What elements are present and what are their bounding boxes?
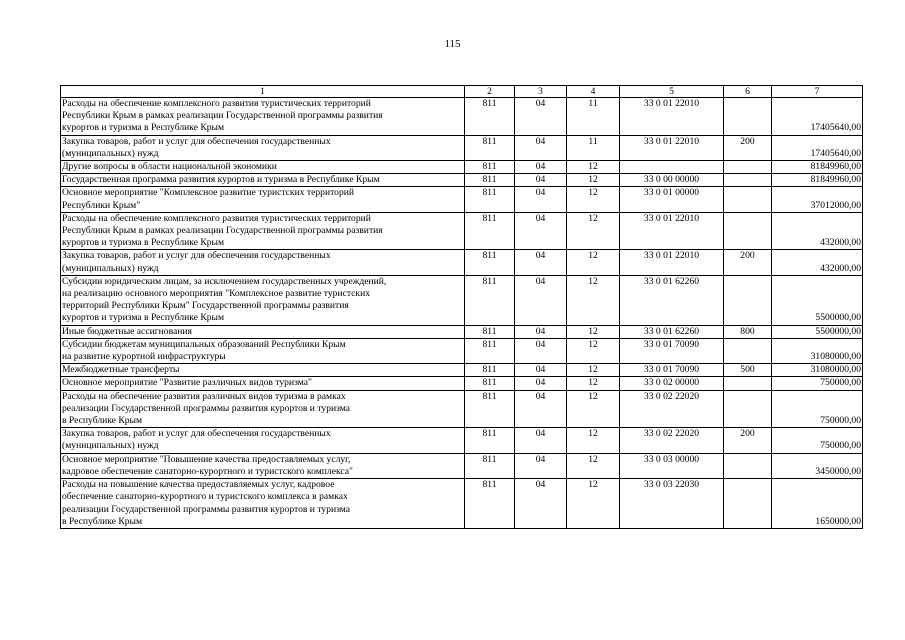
table-row (61, 174, 863, 187)
expense-type-cell: 200 (724, 250, 772, 275)
expense-name-cell (61, 250, 465, 275)
expense-type-cell (724, 377, 772, 390)
expense-name-cell (61, 275, 465, 325)
table-row (61, 390, 863, 428)
subsection-code-cell: 12 (567, 453, 620, 478)
column-header: 3 (515, 86, 567, 98)
expense-name-line: Субсидии бюджетам муниципальных образований Республики Крым (62, 338, 346, 350)
column-header: 4 (567, 86, 620, 98)
ministry-code-cell: 811 (465, 390, 515, 428)
table-row (61, 275, 863, 325)
table-row (61, 135, 863, 160)
expense-name-cell (61, 428, 465, 453)
expense-name-line: Основное мероприятие "Комплексное развитие туристских территорий (62, 187, 355, 199)
subsection-code-cell: 12 (567, 377, 620, 390)
ministry-code-cell: 811 (465, 135, 515, 160)
expense-type-cell (724, 390, 772, 428)
expense-name-line: Субсидии юридическим лицам, за исключением государственных учреждений, (62, 275, 387, 287)
expense-name-line: Иные бюджетные ассигнования (62, 325, 192, 337)
subsection-code-cell: 11 (567, 135, 620, 160)
expense-name-line: Другие вопросы в области национальной экономики (62, 161, 277, 173)
expense-type-cell (724, 161, 772, 174)
section-code-cell: 04 (515, 390, 567, 428)
expense-name-cell (61, 325, 465, 338)
subsection-code-cell: 12 (567, 325, 620, 338)
table-row (61, 428, 863, 453)
amount-cell: 81849960,00 (772, 161, 863, 174)
expense-name-cell (61, 364, 465, 377)
expense-type-cell (724, 98, 772, 136)
ministry-code-cell: 811 (465, 338, 515, 363)
expense-name-line: (муниципальных) нужд (62, 262, 159, 274)
amount-cell: 31080000,00 (772, 364, 863, 377)
table-row (61, 479, 863, 529)
expense-type-cell: 800 (724, 325, 772, 338)
table-row (61, 453, 863, 478)
column-header: 7 (772, 86, 863, 98)
expense-name-line: на развитие курортной инфраструктуры (62, 351, 226, 363)
section-code-cell: 04 (515, 98, 567, 136)
section-code-cell: 04 (515, 135, 567, 160)
table-row (61, 325, 863, 338)
section-code-cell: 04 (515, 338, 567, 363)
target-article-cell: 33 0 03 22030 (620, 479, 724, 529)
expense-name-line: в Республике Крым (62, 515, 143, 527)
expense-name-cell (61, 479, 465, 529)
expense-name-line: Закупка товаров, работ и услуг для обеспечения государственных (62, 250, 331, 262)
amount-cell: 1650000,00 (772, 479, 863, 529)
section-code-cell: 04 (515, 161, 567, 174)
expense-name-cell (61, 135, 465, 160)
expense-name-line: кадровое обеспечение санаторно-курортного и туристского комплекса" (62, 465, 353, 477)
amount-cell: 37012000,00 (772, 187, 863, 212)
expense-name-cell (61, 174, 465, 187)
expense-type-cell: 200 (724, 428, 772, 453)
expense-name-line: Расходы на обеспечение комплексного развития туристических территорий (62, 212, 371, 224)
target-article-cell (620, 161, 724, 174)
expense-name-line: Республики Крым в рамках реализации Государственной программы развития (62, 110, 383, 122)
expense-name-line: на реализацию основного мероприятия "Комплексное развитие туристских (62, 288, 371, 300)
target-article-cell: 33 0 02 22020 (620, 428, 724, 453)
ministry-code-cell: 811 (465, 212, 515, 250)
target-article-cell: 33 0 01 70090 (620, 338, 724, 363)
expense-name-line: Основное мероприятие "Повышение качества предоставляемых услуг, (62, 453, 351, 465)
ministry-code-cell: 811 (465, 174, 515, 187)
expense-name-cell (61, 161, 465, 174)
column-header: 2 (465, 86, 515, 98)
section-code-cell: 04 (515, 174, 567, 187)
amount-cell: 750000,00 (772, 377, 863, 390)
target-article-cell: 33 0 02 00000 (620, 377, 724, 390)
table-row (61, 161, 863, 174)
amount-cell: 750000,00 (772, 428, 863, 453)
ministry-code-cell: 811 (465, 250, 515, 275)
amount-cell: 3450000,00 (772, 453, 863, 478)
expense-name-line: (муниципальных) нужд (62, 440, 159, 452)
expense-name-cell (61, 377, 465, 390)
expense-name-line: Расходы на обеспечение развития различных видов туризма в рамках (62, 390, 346, 402)
target-article-cell: 33 0 03 00000 (620, 453, 724, 478)
subsection-code-cell: 11 (567, 98, 620, 136)
expense-type-cell (724, 453, 772, 478)
expense-type-cell (724, 212, 772, 250)
ministry-code-cell: 811 (465, 275, 515, 325)
section-code-cell: 04 (515, 377, 567, 390)
section-code-cell: 04 (515, 275, 567, 325)
budget-table (60, 85, 863, 529)
expense-name-line: курортов и туризма в Республике Крым (62, 122, 225, 134)
expense-name-line: Основное мероприятие "Развитие различных видов туризма" (62, 377, 312, 389)
ministry-code-cell: 811 (465, 98, 515, 136)
amount-cell: 17405640,00 (772, 135, 863, 160)
expense-type-cell (724, 479, 772, 529)
ministry-code-cell: 811 (465, 377, 515, 390)
ministry-code-cell: 811 (465, 325, 515, 338)
header-row (61, 86, 863, 98)
ministry-code-cell: 811 (465, 187, 515, 212)
amount-cell: 750000,00 (772, 390, 863, 428)
ministry-code-cell: 811 (465, 479, 515, 529)
ministry-code-cell: 811 (465, 364, 515, 377)
expense-name-cell (61, 453, 465, 478)
expense-name-line: Государственная программа развития курортов и туризма в Республике Крым (62, 174, 380, 186)
amount-cell: 432000,00 (772, 212, 863, 250)
expense-name-line: Закупка товаров, работ и услуг для обеспечения государственных (62, 135, 331, 147)
subsection-code-cell: 12 (567, 428, 620, 453)
table-row (61, 98, 863, 136)
expense-name-cell (61, 98, 465, 136)
subsection-code-cell: 12 (567, 187, 620, 212)
target-article-cell: 33 0 02 22020 (620, 390, 724, 428)
ministry-code-cell: 811 (465, 428, 515, 453)
section-code-cell: 04 (515, 212, 567, 250)
amount-cell: 17405640,00 (772, 98, 863, 136)
subsection-code-cell: 12 (567, 364, 620, 377)
target-article-cell: 33 0 00 00000 (620, 174, 724, 187)
table-row (61, 187, 863, 212)
expense-name-line: Расходы на обеспечение комплексного развития туристических территорий (62, 98, 371, 109)
column-header: 5 (620, 86, 724, 98)
expense-name-line: в Республике Крым (62, 415, 143, 427)
target-article-cell: 33 0 01 22010 (620, 98, 724, 136)
expense-name-line: курортов и туризма в Республике Крым (62, 312, 225, 324)
amount-cell: 31080000,00 (772, 338, 863, 363)
table-row (61, 338, 863, 363)
amount-cell: 81849960,00 (772, 174, 863, 187)
target-article-cell: 33 0 01 70090 (620, 364, 724, 377)
column-header: 1 (61, 86, 465, 98)
amount-cell: 5500000,00 (772, 325, 863, 338)
expense-name-line: реализации Государственной программы развития курортов и туризма (62, 503, 351, 515)
table-row (61, 377, 863, 390)
expense-type-cell (724, 174, 772, 187)
section-code-cell: 04 (515, 453, 567, 478)
expense-name-line: реализации Государственной программы развития курортов и туризма (62, 402, 351, 414)
amount-cell: 432000,00 (772, 250, 863, 275)
section-code-cell: 04 (515, 364, 567, 377)
section-code-cell: 04 (515, 250, 567, 275)
expense-name-cell (61, 390, 465, 428)
expense-name-line: Республики Крым" (62, 199, 141, 211)
target-article-cell: 33 0 01 22010 (620, 250, 724, 275)
target-article-cell: 33 0 01 22010 (620, 135, 724, 160)
expense-name-line: Республики Крым в рамках реализации Государственной программы развития (62, 225, 383, 237)
expense-name-cell (61, 212, 465, 250)
expense-name-line: Закупка товаров, работ и услуг для обеспечения государственных (62, 428, 331, 440)
expense-name-cell (61, 187, 465, 212)
target-article-cell: 33 0 01 00000 (620, 187, 724, 212)
expense-type-cell (724, 338, 772, 363)
section-code-cell: 04 (515, 187, 567, 212)
subsection-code-cell: 12 (567, 275, 620, 325)
page-number: 115 (444, 38, 461, 50)
table-row (61, 212, 863, 250)
amount-cell: 5500000,00 (772, 275, 863, 325)
subsection-code-cell: 12 (567, 250, 620, 275)
expense-name-line: (муниципальных) нужд (62, 147, 159, 159)
subsection-code-cell: 12 (567, 174, 620, 187)
subsection-code-cell: 12 (567, 390, 620, 428)
expense-type-cell: 200 (724, 135, 772, 160)
target-article-cell: 33 0 01 62260 (620, 275, 724, 325)
subsection-code-cell: 12 (567, 479, 620, 529)
target-article-cell: 33 0 01 22010 (620, 212, 724, 250)
ministry-code-cell: 811 (465, 453, 515, 478)
column-header: 6 (724, 86, 772, 98)
section-code-cell: 04 (515, 325, 567, 338)
table-row (61, 364, 863, 377)
expense-type-cell (724, 187, 772, 212)
subsection-code-cell: 12 (567, 338, 620, 363)
subsection-code-cell: 12 (567, 161, 620, 174)
subsection-code-cell: 12 (567, 212, 620, 250)
expense-name-line: Расходы на повышение качества предоставляемых услуг, кадровое (62, 479, 335, 491)
expense-type-cell: 500 (724, 364, 772, 377)
target-article-cell: 33 0 01 62260 (620, 325, 724, 338)
table-row (61, 250, 863, 275)
ministry-code-cell: 811 (465, 161, 515, 174)
expense-name-line: обеспечение санаторно-курортного и туристского комплекса в рамках (62, 491, 348, 503)
expense-name-line: курортов и туризма в Республике Крым (62, 237, 225, 249)
section-code-cell: 04 (515, 428, 567, 453)
section-code-cell: 04 (515, 479, 567, 529)
expense-type-cell (724, 275, 772, 325)
expense-name-line: территорий Республики Крым" Государственной программы развития (62, 300, 349, 312)
expense-name-line: Межбюджетные трансферты (62, 364, 180, 376)
expense-name-cell (61, 338, 465, 363)
